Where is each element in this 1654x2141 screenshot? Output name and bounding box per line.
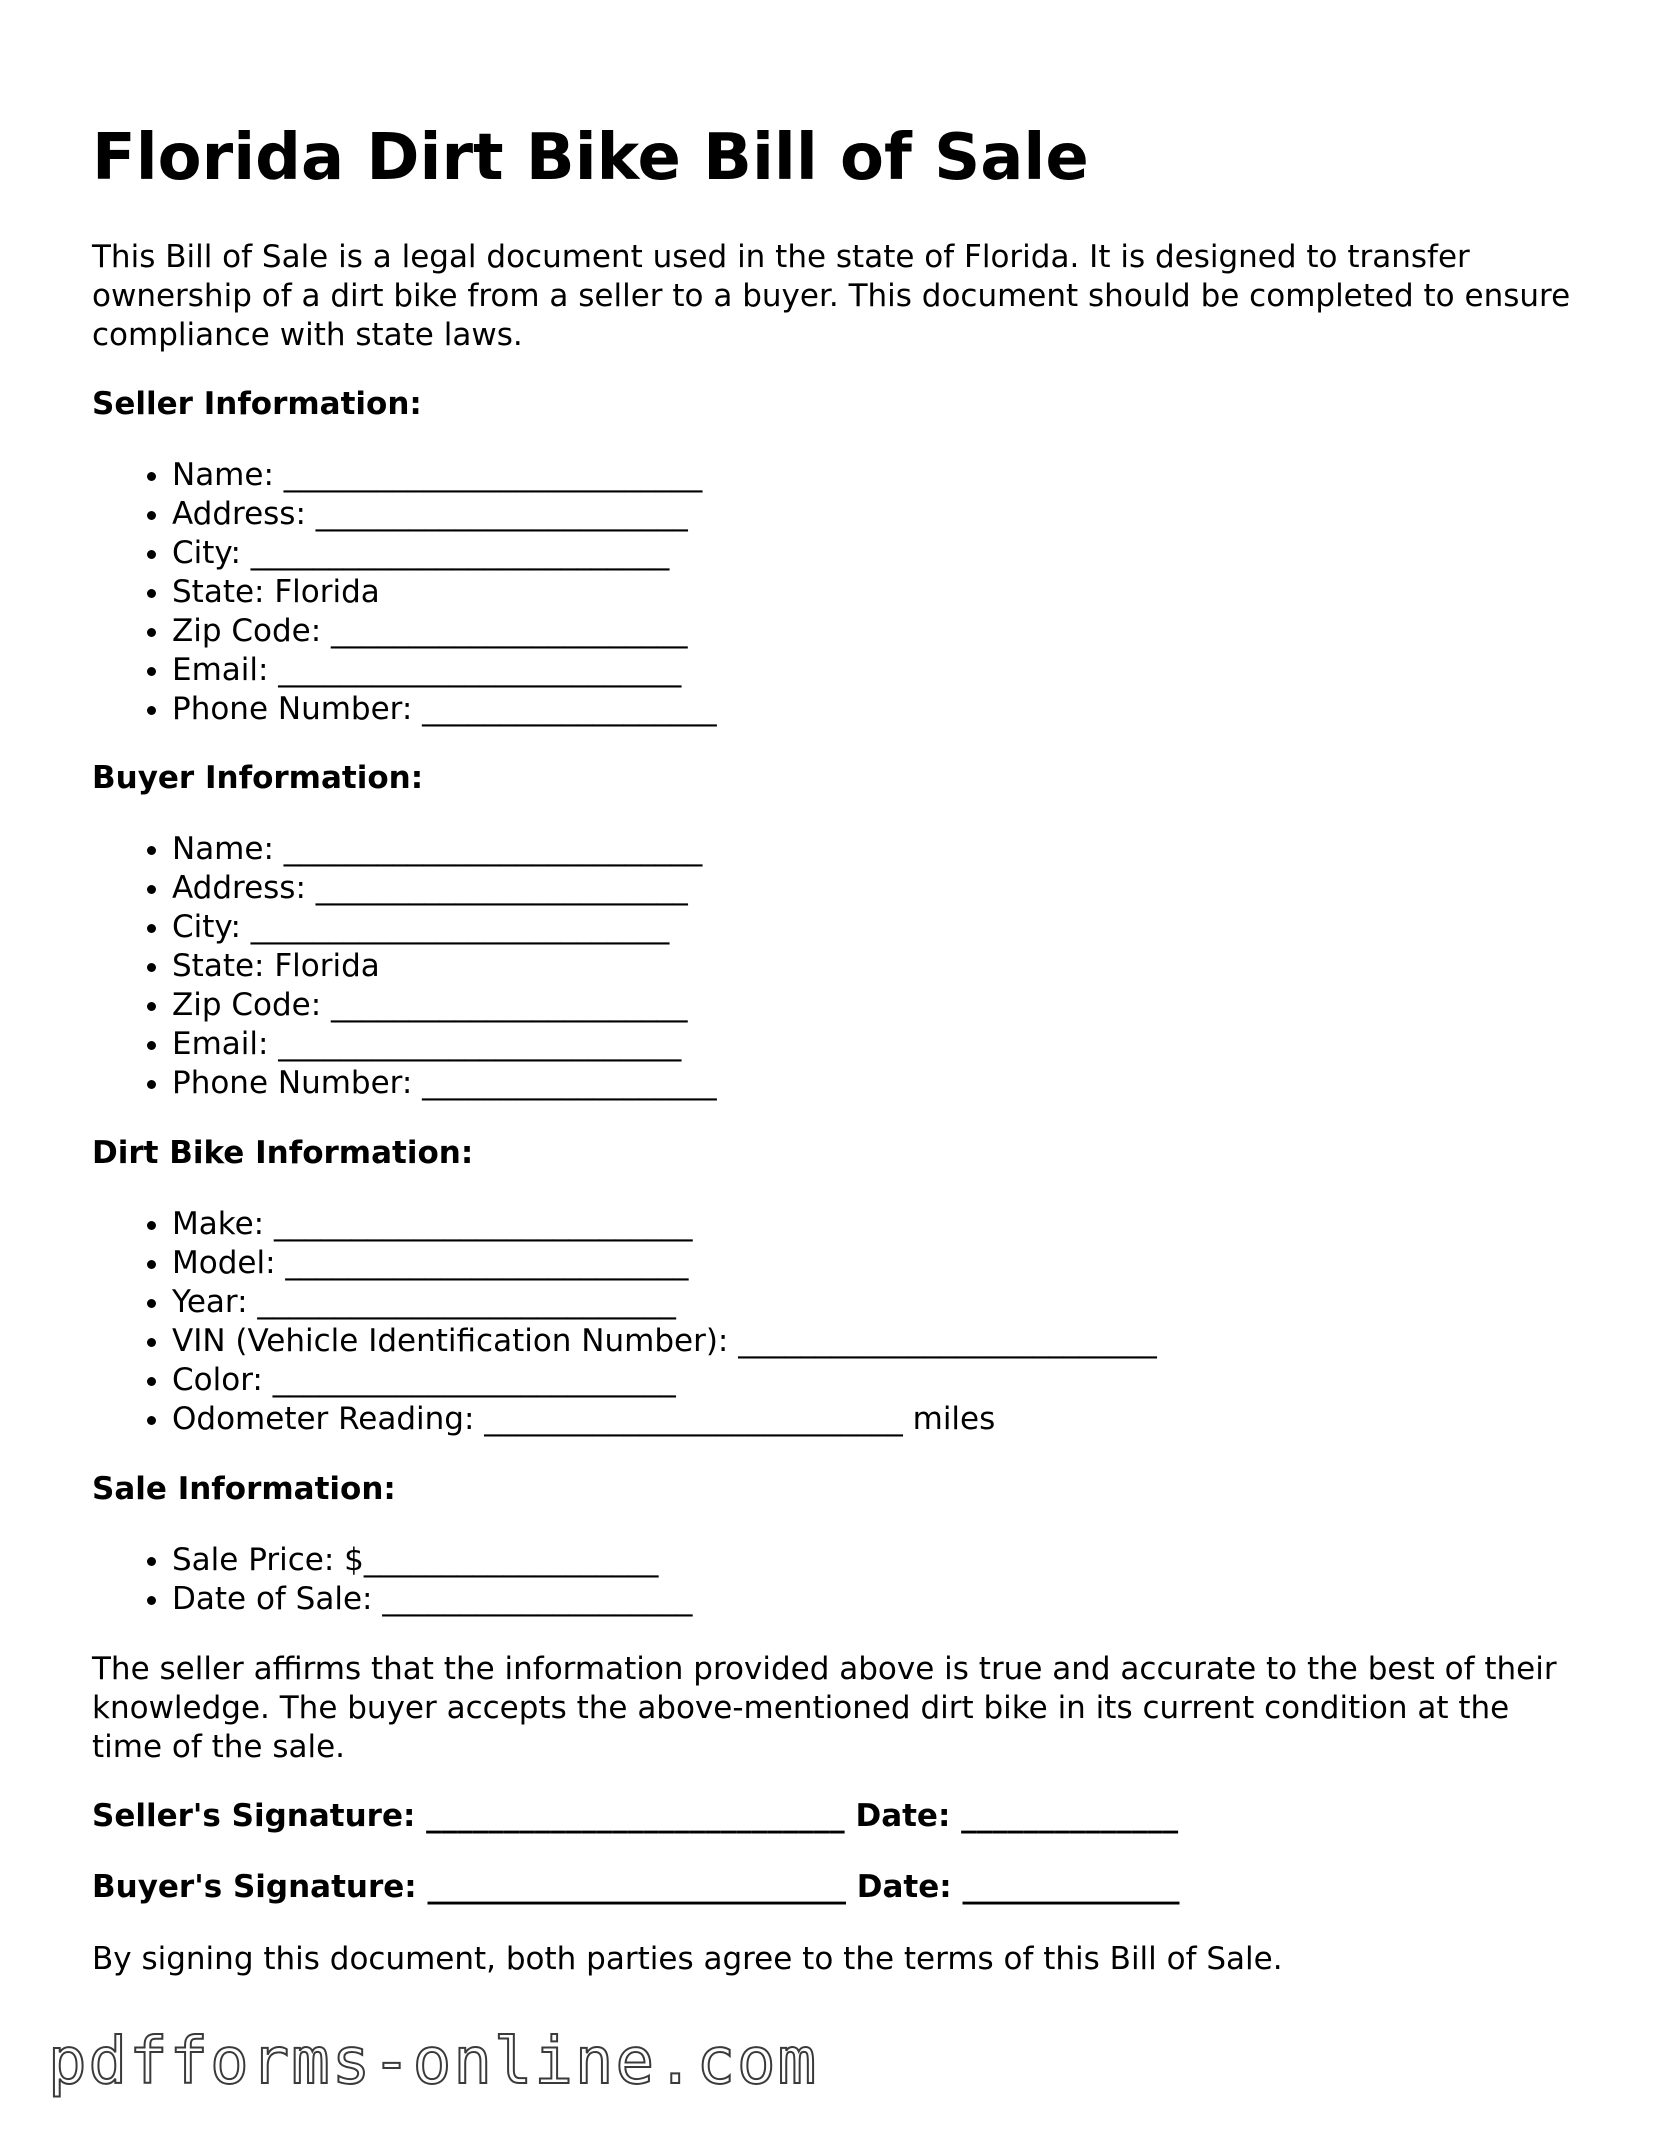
bike-color-field[interactable]: • Color: __________________________ [172,1361,1157,1400]
sale-date-field[interactable]: • Date of Sale: ____________________ [172,1580,692,1619]
bike-model-field[interactable]: • Model: __________________________ [172,1244,1157,1283]
page-title: Florida Dirt Bike Bill of Sale [92,121,1089,195]
affirmation-paragraph: The seller affirms that the information provided above is true and accurate to the best of their knowledge. The buyer accepts the above-mentioned dirt bike in its current condition at the time of the sale. [92,1651,1557,1765]
bike-year-field[interactable]: • Year: ___________________________ [172,1283,1157,1322]
seller-address-field[interactable]: • Address: ________________________ [172,495,717,534]
buyer-field-list [92,830,717,1103]
buyer-zip-field[interactable]: • Zip Code: _______________________ [172,986,717,1025]
bike-make-field[interactable]: • Make: ___________________________ [172,1205,1157,1244]
bike-section-heading: Dirt Bike Information: [92,1135,474,1171]
seller-phone-field[interactable]: • Phone Number: ___________________ [172,690,717,729]
seller-state-field: • State: Florida [172,573,717,612]
sale-price-field[interactable]: • Sale Price: $___________________ [172,1541,692,1580]
buyer-email-field[interactable]: • Email: __________________________ [172,1025,717,1064]
intro-paragraph: This Bill of Sale is a legal document used in the state of Florida. It is designed to transfer ownership of a dirt bike from a seller to a buyer. This document should be completed to ensure compliance with state laws. [92,239,1571,353]
buyer-city-field[interactable]: • City: ___________________________ [172,908,717,947]
seller-zip-field[interactable]: • Zip Code: _______________________ [172,612,717,651]
closing-statement: By signing this document, both parties agree to the terms of this Bill of Sale. [92,1941,1283,1977]
buyer-name-field[interactable]: • Name: ___________________________ [172,830,717,869]
bike-field-list [92,1205,1157,1439]
buyer-section-heading: Buyer Information: [92,760,424,796]
sale-section-heading: Sale Information: [92,1471,396,1507]
buyer-state-field: • State: Florida [172,947,717,986]
bike-odometer-field[interactable]: • Odometer Reading: ___________________________ miles [172,1400,1157,1439]
seller-signature-line[interactable]: Seller's Signature: ___________________________ Date: ______________ [92,1798,1179,1834]
watermark-text: pdfforms-online.com [48,2025,819,2099]
seller-name-field[interactable]: • Name: ___________________________ [172,456,717,495]
bike-vin-field[interactable]: • VIN (Vehicle Identification Number): ___________________________ [172,1322,1157,1361]
seller-field-list [92,456,717,729]
buyer-signature-line[interactable]: Buyer's Signature: ___________________________ Date: ______________ [92,1869,1180,1905]
sale-field-list [92,1541,692,1619]
seller-email-field[interactable]: • Email: __________________________ [172,651,717,690]
seller-city-field[interactable]: • City: ___________________________ [172,534,717,573]
seller-section-heading: Seller Information: [92,386,422,422]
buyer-address-field[interactable]: • Address: ________________________ [172,869,717,908]
buyer-phone-field[interactable]: • Phone Number: ___________________ [172,1064,717,1103]
